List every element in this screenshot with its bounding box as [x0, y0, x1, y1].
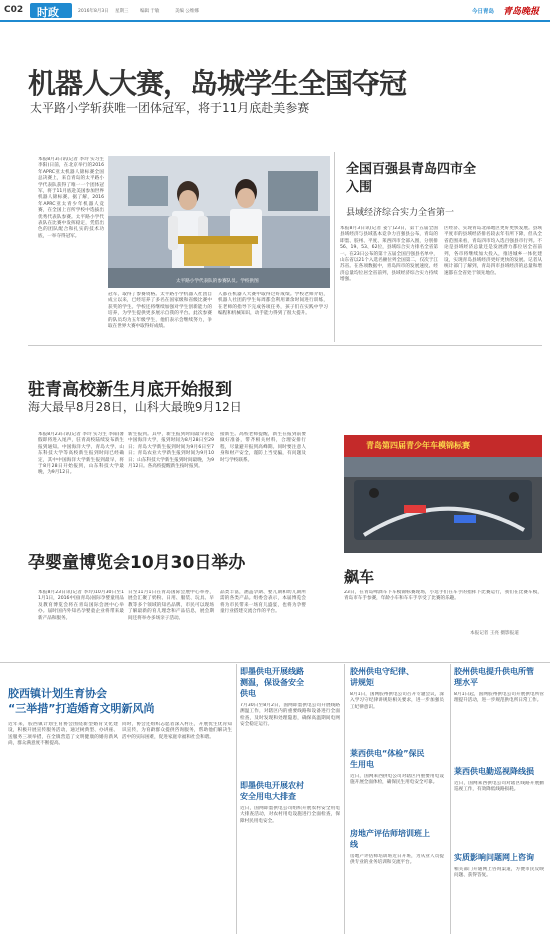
lead-photo-caption: 太平路小学代表队的参赛队员。学校供图 [176, 279, 259, 284]
county-col2: 区经济、实现青岛北部地区更好更快发展。县域平度市的县域经济排名较去年有所下降，但从全省范围来看，青岛四市均入选百强县市行列。不论是县域经济总量还是发展潜力都位居全省前列，各市将继续加大投入，推进城乡一体化建设，实现青岛县域经济更好更快的发展。记者从统计部门了解到，青岛四市县域经济的总量和增速都在全省处于领先地位。 [444, 226, 542, 276]
car-race-photo [344, 435, 542, 553]
news-title-7: 莱西供电勤巡视降线损 [454, 767, 534, 776]
news-title-4: 莱西供电“体检”保民生用电 [350, 749, 425, 769]
header-designer: 美编 公维娜 [175, 9, 199, 14]
news-body-2: 近日，国网即墨供电公司组织开展农村安全用电大排查活动，对农村用电设施进行全面检查，保障村民用电安全。 [240, 806, 340, 824]
section-label: 时政 [37, 6, 59, 19]
news-item-1 [240, 666, 340, 776]
news-title-2: 即墨供电开展农村安全用电大排查 [240, 781, 304, 801]
bottom-headline-a: 胶西镇计划生育协会 [8, 687, 107, 700]
section-tab [30, 3, 72, 18]
county-subhead: 县域经济综合实力全省第一 [346, 208, 455, 218]
bottom-col2: 同时，协会还组织志愿者深入村庄，开展优生优育知识宣传，为育龄群众提供咨询服务，帮助他们解决生活中的实际困难，促进家庭幸福和社会和谐。 [122, 722, 232, 740]
county-headline: 全国百强县青岛四市全入围 [346, 162, 477, 195]
news-body-5: 房地产评估师培训班近日开班，为从业人员提供专业的业务培训和交流平台。 [350, 854, 444, 866]
brand-logo: 青岛晚报 [503, 7, 540, 17]
lead-headline: 机器人大赛，岛城学生全国夺冠 [28, 67, 407, 100]
news-item-3 [350, 666, 446, 744]
enroll-col1: 本报8月23日讯(记者 李玲 实习生 李阳)暑假即将进入尾声，驻青高校陆续发布新生报到通知。中国海洋大学、青岛大学、山东科技大学等高校新生报到时间已经确定，其中中国海洋大学新生报到最早，将于8月28日开始报到，山东科技大学最晚，为9月12日。 [38, 432, 124, 476]
news-title-8: 实质影响问题网上咨询 [454, 853, 534, 862]
race-body: 23日，在青岛啤酒车下车模锦标赛现场，小选手们在车手的指挥下比赛运行，我们在比赛车模，青岛市车手参赛，年龄小车和车车手享受了比赛的乐趣。 [344, 590, 542, 602]
news-item-6 [454, 666, 546, 762]
news-title-6: 胶州供电提升供电所管理水平 [454, 667, 534, 687]
expo-col1: 本报8月23日讯(记者 李玲)10月30日至11月1日，2016中国(青岛)国际孕婴童用品及教育博览会将在青岛国际会展中心举办。届时国内外知名孕婴童企业将带来最新产品和服务。 [38, 590, 124, 621]
expo-col2: 日至11月1日在青岛国际会展中心举办，展会汇聚了奶粉、日用、服装、玩具、早教等多个领域的知名品牌，市民可以现场了解最新的育儿理念和产品信息，展会期间还将举办多场亲子活动。 [128, 590, 214, 621]
divider-vertical-1 [334, 152, 335, 342]
lead-subhead: 太平路小学斩获唯一团体冠军，将于11月底赴美参赛 [30, 101, 310, 115]
news-body-8: 相关部门开通网上咨询渠道，方便市民反映问题、获得答复。 [454, 867, 544, 879]
header-weekday: 星期三 [115, 9, 129, 14]
bottom-headline-b: “三举措”打造婚育文明新风尚 [8, 702, 155, 715]
news-title-5: 房地产评估师培训班上线 [350, 829, 430, 849]
header-date: 2016年8月3日 [78, 9, 109, 14]
page-number: C02 [4, 5, 24, 15]
today-label: 今日青岛 [472, 9, 495, 15]
header-editor: 编辑 于敏 [140, 9, 160, 14]
race-credit: 本报记者 王亮 摄影报道 [470, 631, 519, 636]
enroll-headline: 驻青高校新生月底开始报到 [28, 380, 232, 400]
news-body-4: 近日，国网莱西供电公司对辖区内重要用电设施开展全面体检，确保民生用电安全可靠。 [350, 774, 444, 786]
news-body-1: 7月30日至8月2日，国网即墨供电公司开展线路测温工作，对辖区内的重要线路和设备进行全面检查，及时发现和处理隐患，确保高温期间电网安全稳定运行。 [240, 703, 340, 728]
race-headline: 飙车 [344, 568, 375, 586]
news-item-2 [240, 780, 340, 930]
expo-col3: 品类丰富，涵盖孕期、婴儿期和幼儿期所需的各类产品。组委会表示，本届博览会将为市民带来一场育儿盛宴，也将为孕婴童行业搭建交流合作的平台。 [220, 590, 306, 615]
lead-col2: 冠军，取得了参赛资格。太平路小学机器人社团自成立以来，已经培养了多名在国家级和省级比赛中获奖的学生。学校还将继续加强对学生创新能力的培养，为学生提供更多展示自我的平台。此次参赛的队员均为五年级学生，他们表示会继续努力，争取在世界大赛中取得好成绩。 [108, 292, 212, 330]
county-col1: 本报8月3日讯(记者 姜宁)23日，第十五届全国县域经济与县域基本竞争力百强县公布，青岛的即墨、胶州、平度、莱西四市全部入围，分别排56、19、53、62位，县域综合实力排名全省第一。在23日公布的第十五届全国百强县名单中，山东省以21个入选名额位列全国第二，仅次于江苏省。在各项数据中，青岛四市的发展速度、经济总量均位居全省前列，县域经济综合实力持续增强。 [340, 226, 438, 283]
lead-photo [108, 156, 330, 288]
news-item-5 [350, 828, 446, 928]
page-header [0, 0, 550, 20]
news-item-4 [350, 748, 446, 824]
news-item-7 [454, 766, 546, 846]
lead-col3: 人都在机器人大赛中取得过好成绩。学校老师介绍，机器人社团的学生每周都会利用课余时间进行训练，在老师的指导下完成各项任务，孩子们在实践中学习编程和机械知识，动手能力得到了很大提升。 [218, 292, 328, 317]
news-body-6: 8月1日起，国网胶州供电公司开展供电所管理提升活动，进一步规范供电所日常工作。 [454, 692, 544, 704]
enroll-subhead: 海大最早8月28日，山科大最晚9月12日 [28, 400, 242, 414]
car-race-banner-text: 青岛第四届青少年车模锦标赛 [366, 441, 470, 450]
news-item-8 [454, 852, 546, 932]
news-body-7: 近日，国网莱西供电公司对辖区线路开展勤巡视工作，有效降低线路损耗。 [454, 781, 544, 793]
news-title-3: 胶州供电守纪律、讲规矩 [350, 667, 414, 687]
news-body-3: 8月1日，国网胶州供电公司召开专题会议，深入学习守纪律讲规矩相关要求，进一步加强员工纪律意识。 [350, 692, 444, 710]
expo-headline: 孕婴童博览会10月30日举办 [28, 553, 246, 573]
bottom-col1: 近年来，胶西镇计划生育协会围绕新型婚育文化建设，积极开展宣传服务活动，通过树典型、办讲座、送服务三项举措，在全镇营造了文明健康的婚育新风尚，群众满意度不断提高。 [8, 722, 118, 747]
lead-photo-image [108, 156, 330, 288]
car-race-image [344, 435, 542, 553]
enroll-col3: 接新生。高校老师提醒，新生在报到前要做好准备，带齐相关材料，合理安排行程，尽量避开报到高峰期。同时要注意人身和财产安全，谨防上当受骗，有问题及时与学校联系。 [220, 432, 306, 463]
lead-col1: 本报8月3日讯(记者 李玲 实习生 李阳)日前，在北京举行的2016年APRC亚太机器人锦标赛全国总决赛上，来自青岛的太平路小学代表队获得了唯一一个团体冠军，将于11月底赴美国参加世界机器人锦标赛。据了解，2016年APRC亚太青少年机器人竞赛，在全国上百所学校中选拔出优秀代表队参赛。太平路小学代表队在比赛中发挥稳定，凭借出色的团队配合和扎实的技术功底，一举夺得冠军。 [38, 157, 104, 239]
enroll-col2: 新生报到。其中，新生报到时间最早的是中国海洋大学，报到时间为8月28日至29日；青岛大学新生报到时间为9月6日至7日；青岛农业大学新生报到时间为9月10日；山东科技大学新生报到时间最晚，为9月12日。各高校提醒新生按时报到。 [128, 432, 214, 470]
news-title-1: 即墨供电开展线路测温，保设备安全供电 [240, 667, 304, 698]
